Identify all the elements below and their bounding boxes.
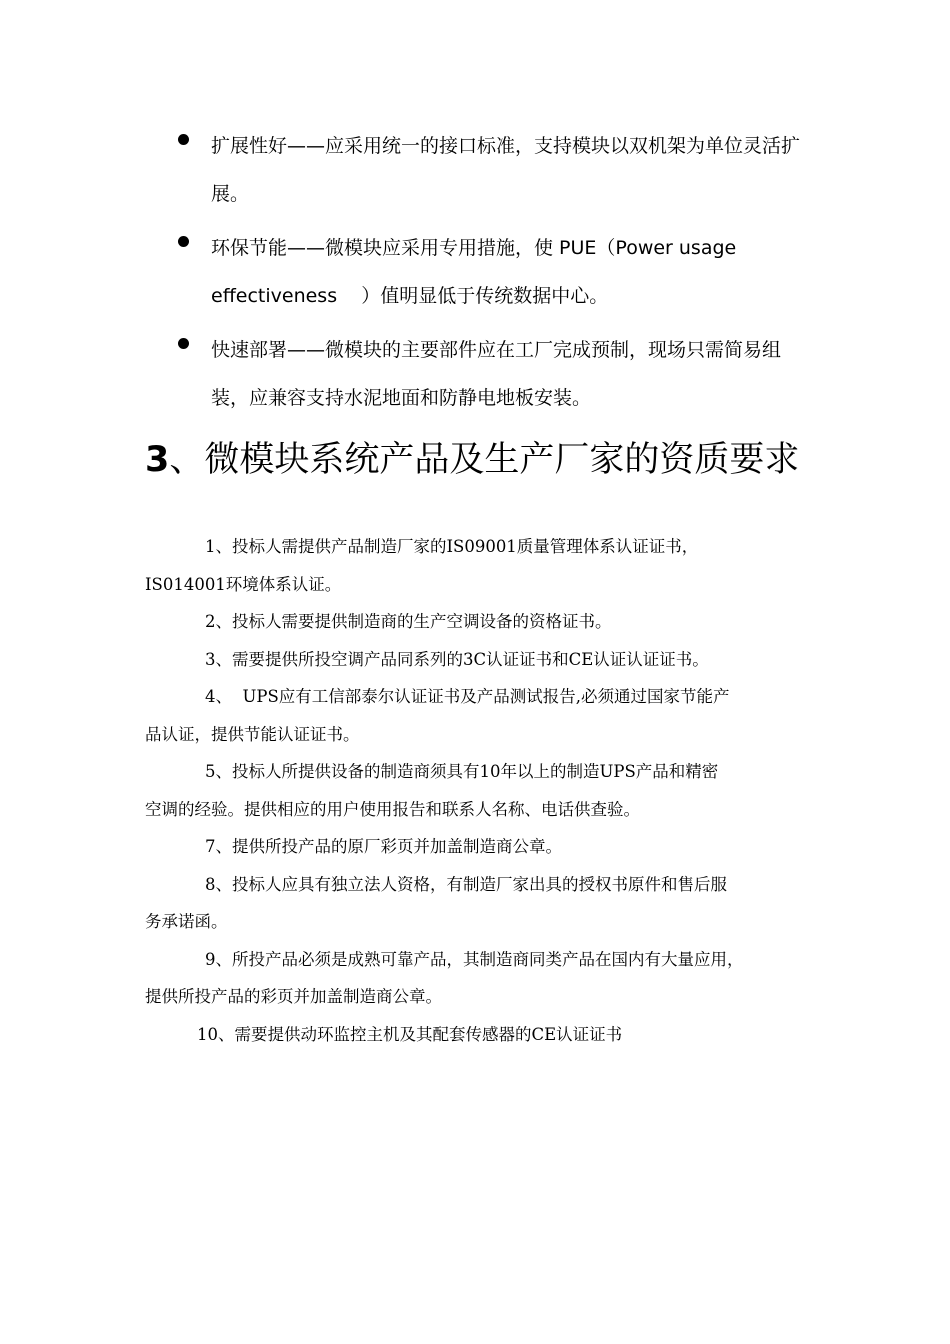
bullet-text: 展。 [211,183,250,205]
requirement-line: 9、所投产品必须是成熟可靠产品，其制造商同类产品在国内有大量应用， [205,949,744,969]
requirement-line: 4、 UPS应有工信部泰尔认证证书及产品测试报告,必须通过国家节能产 [205,687,730,706]
bullet-item-scalability [178,122,818,218]
requirement-line: 5、投标人所提供设备的制造商须具有10年以上的制造UPS产品和精密 [205,762,719,781]
section-title: 、微模块系统产品及生产厂家的资质要求 [169,440,800,480]
bullet-text: effectiveness ）值明显低于传统数据中心。 [211,285,609,307]
bullet-text: 装，应兼容支持水泥地面和防静电地板安装。 [211,387,592,409]
bullet-text: 环保节能——微模块应采用专用措施，使 PUE（Power usage [211,237,737,259]
section-number: 3 [145,440,170,480]
requirement-line: 10、需要提供动环监控主机及其配套传感器的CE认证证书 [197,1024,623,1044]
requirement-line: 7、提供所投产品的原厂彩页并加盖制造商公章。 [205,837,562,856]
bullet-dot-icon [178,236,189,247]
bullet-dot-icon [178,338,189,349]
requirement-line: IS014001环境体系认证。 [145,574,342,594]
requirement-line: 品认证，提供节能认证证书。 [145,724,360,744]
bullet-dot-icon [178,134,189,145]
bullet-text: 扩展性好——应采用统一的接口标准，支持模块以双机架为单位灵活扩 [211,135,801,157]
requirement-line: 1、投标人需提供产品制造厂家的IS09001质量管理体系认证证书， [205,537,699,556]
requirement-line: 3、需要提供所投空调产品同系列的3C认证证书和CE认证认证证书。 [205,649,709,669]
bullet-text: 快速部署——微模块的主要部件应在工厂完成预制，现场只需简易组 [211,339,782,361]
requirement-line: 提供所投产品的彩页并加盖制造商公章。 [145,987,442,1006]
bullet-item-fast-deployment [178,326,818,422]
requirement-line: 务承诺函。 [145,912,228,931]
requirement-line: 8、投标人应具有独立法人资格，有制造厂家出具的授权书原件和售后服 [205,874,727,894]
requirement-line: 2、投标人需要提供制造商的生产空调设备的资格证书。 [205,612,612,631]
bullet-item-energy-saving [178,224,818,320]
section-heading [145,432,799,482]
requirement-line: 空调的经验。提供相应的用户使用报告和联系人名称、电话供查验。 [145,799,640,819]
feature-bullet-list [178,122,818,428]
qualification-requirements [145,528,810,1053]
